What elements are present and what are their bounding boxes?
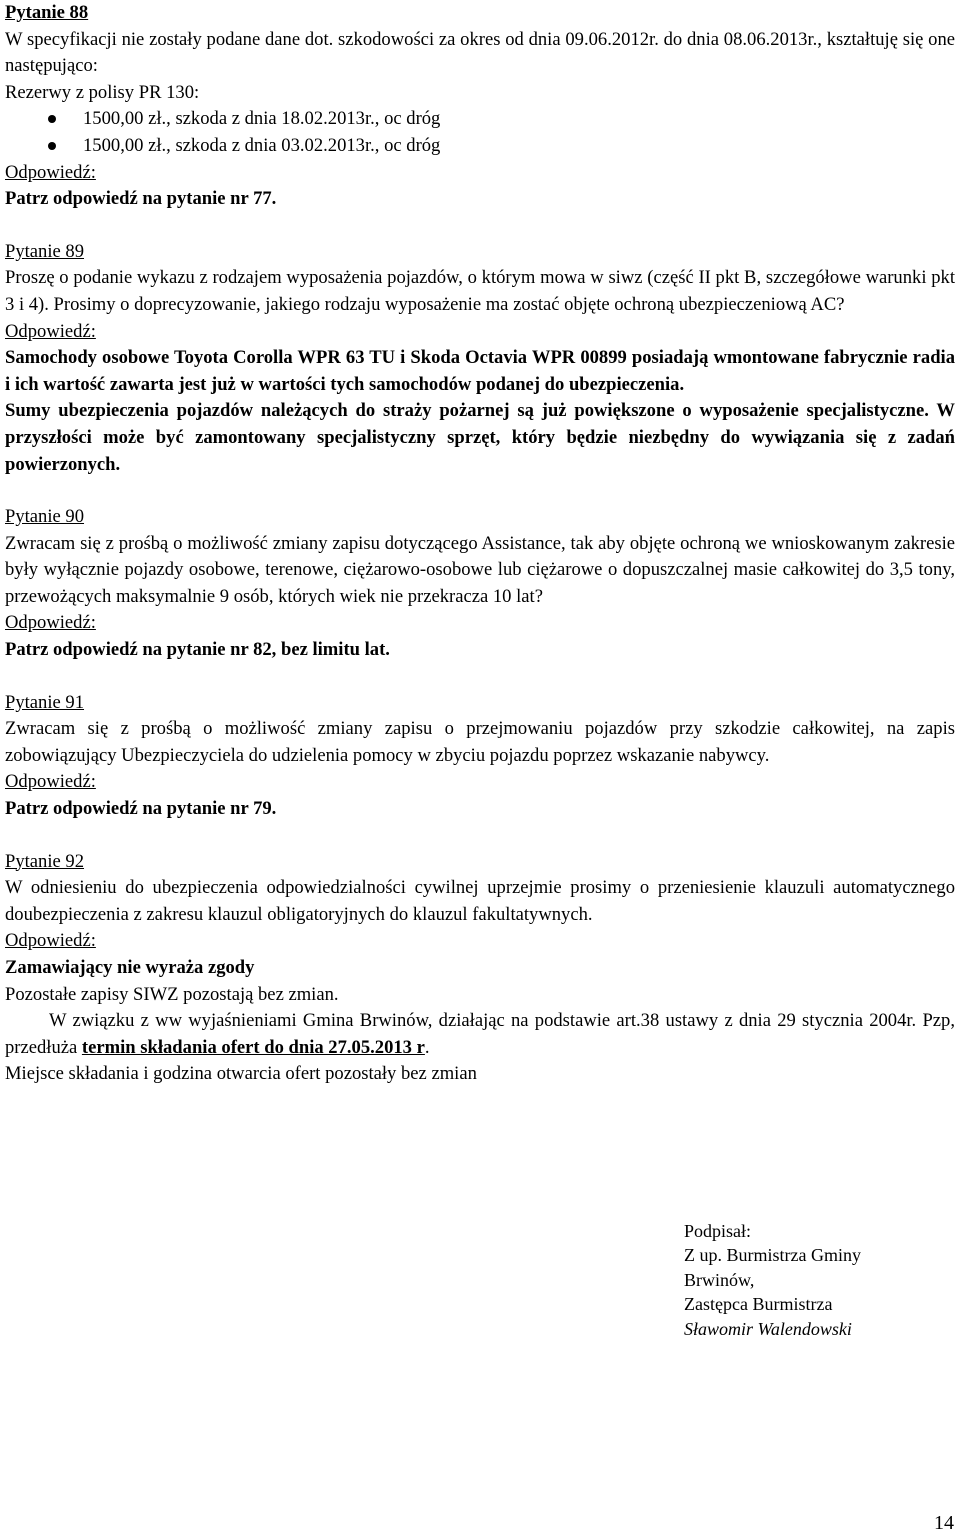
question-92-title: Pytanie 92	[5, 850, 85, 872]
signature-line-3: Zastępca Burmistrza	[684, 1294, 833, 1315]
question-88-title: Pytanie 88	[5, 2, 89, 23]
deadline-text: termin składania ofert do dnia 27.05.2013 r	[81, 1036, 425, 1058]
signature-name: Sławomir Walendowski	[684, 1318, 852, 1339]
question-89-answer-1: Samochody osobowe Toyota Corolla WPR 63 TU i Skoda Octavia WPR 00899 posiadają wmontowane fabrycznie radia i ich wartość zawarta jest już w wartości tych samochodów podanej do ubezpieczenia.	[5, 347, 955, 395]
signature-label: Podpisał:	[684, 1221, 752, 1241]
question-90-title: Pytanie 90	[5, 506, 85, 528]
question-88-list	[5, 106, 955, 159]
signature-line-1: Z up. Burmistrza Gminy	[684, 1245, 861, 1266]
list-item: 1500,00 zł., szkoda z dnia 03.02.2013r., oc dróg	[5, 133, 955, 160]
question-88-answer: Patrz odpowiedź na pytanie nr 77.	[5, 188, 277, 210]
question-91-text: Zwracam się z prośbą o możliwość zmiany zapisu o przejmowaniu pojazdów przy szkodzie całkowitej, na zapis zobowiązujący Ubezpieczyciela do udzielenia pomocy w zbyciu pojazdu poprzez wskazanie nabywcy.	[5, 718, 955, 766]
bullet-icon	[48, 115, 56, 123]
question-91-answer-label: Odpowiedź:	[5, 771, 96, 793]
question-89-answer-label: Odpowiedź:	[5, 320, 96, 342]
signature-line-2: Brwinów,	[684, 1269, 755, 1290]
question-92-text: W odniesieniu do ubezpieczenia odpowiedzialności cywilnej uprzejmie prosimy o przeniesienie klauzuli automatycznego doubezpieczenia z zakresu klauzul obligatoryjnych do klauzul fakultatywnych.	[5, 877, 955, 925]
closing-line-1: Pozostałe zapisy SIWZ pozostają bez zmian.	[5, 983, 339, 1005]
signature-block	[684, 1219, 861, 1341]
question-89-text: Proszę o podanie wykazu z rodzajem wyposażenia pojazdów, o którym mowa w siwz (część II pkt B, szczegółowe warunki pkt 3 i 4). Prosimy o doprecyzowanie, jakiego rodzaju wyposażenie ma zostać objęte ochroną ubezpieczeniową AC?	[5, 267, 955, 315]
list-item: 1500,00 zł., szkoda z dnia 18.02.2013r., oc dróg	[5, 106, 955, 133]
page-number: 14	[934, 1512, 954, 1534]
question-88-text: W specyfikacji nie zostały podane dane dot. szkodowości za okres od dnia 09.06.2012r. do dnia 08.06.2013r., kształtuję się one następująco:	[5, 28, 955, 77]
question-90-answer-label: Odpowiedź:	[5, 612, 96, 634]
question-89-title: Pytanie 89	[5, 240, 85, 262]
question-90-text: Zwracam się z prośbą o możliwość zmiany zapisu dotyczącego Assistance, tak aby objęte ochroną we wnioskowanym zakresie były wyłącznie pojazdy osobowe, terenowe, ciężarowo-osobowe lub ciężarowe o dopuszczalnej masie całkowitej do 3,5 tony, przewożących maksymalnie 9 osób, których wiek nie przekracza 10 lat?	[5, 532, 955, 607]
closing-line-2: W związku z ww wyjaśnieniami Gmina Brwinów, działając na podstawie art.38 ustawy z dnia 29 stycznia 2004r. Pzp, przedłuża termin składania ofert do dnia 27.05.2013 r.	[5, 1010, 955, 1058]
question-91-answer: Patrz odpowiedź na pytanie nr 79.	[5, 798, 277, 820]
question-91-title: Pytanie 91	[5, 691, 85, 713]
question-88-line: Rezerwy z polisy PR 130:	[5, 81, 200, 103]
question-88-answer-label: Odpowiedź:	[5, 161, 96, 183]
document-page	[5, 0, 955, 1088]
closing-line-3: Miejsce składania i godzina otwarcia ofert pozostały bez zmian	[5, 1063, 477, 1085]
question-92-answer: Zamawiający nie wyraża zgody	[5, 957, 255, 978]
question-90-answer: Patrz odpowiedź na pytanie nr 82, bez limitu lat.	[5, 639, 390, 661]
question-89-answer-2: Sumy ubezpieczenia pojazdów należących do straży pożarnej są już powiększone o wyposażenie specjalistyczne. W przyszłości może być zamontowany specjalistyczny sprzęt, który będzie niezbędny do wywiązania się z zadań powierzonych.	[5, 400, 955, 475]
question-92-answer-label: Odpowiedź:	[5, 930, 96, 952]
bullet-icon	[48, 142, 56, 150]
